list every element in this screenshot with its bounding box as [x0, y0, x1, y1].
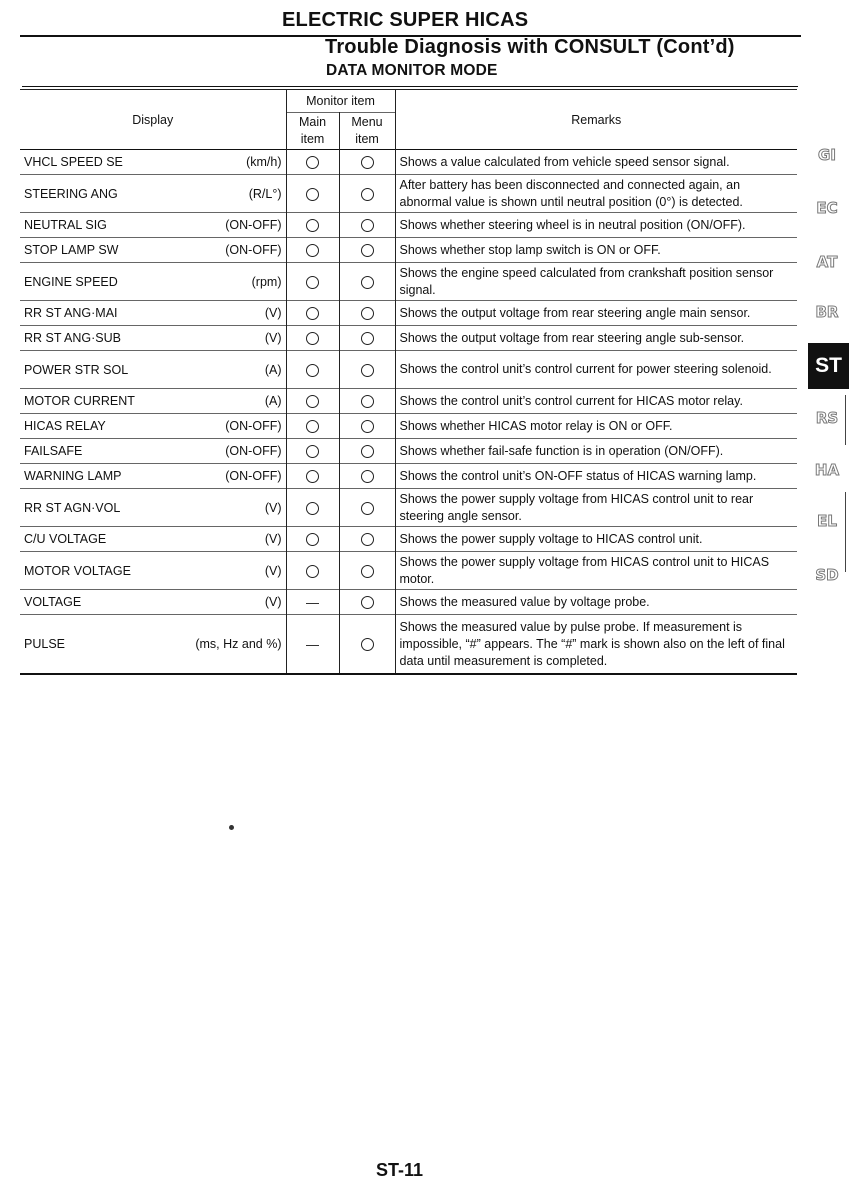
- menu-item-cell: [339, 175, 395, 213]
- section-tabs: [806, 0, 849, 700]
- section-tab-gi[interactable]: GI: [818, 146, 836, 164]
- display-cell: [20, 150, 286, 175]
- display-cell: [20, 615, 286, 675]
- table-row: [20, 326, 797, 351]
- remarks-cell: Shows the output voltage from rear steering angle sub-sensor.: [395, 326, 797, 351]
- table-row: [20, 213, 797, 238]
- main-item-cell: [286, 527, 339, 552]
- circle-mark-icon: [361, 565, 374, 578]
- remarks-cell: Shows the power supply voltage from HICAS control unit to HICAS motor.: [395, 552, 797, 590]
- item-name: VHCL SPEED SE: [24, 155, 123, 169]
- item-unit: (A): [264, 362, 282, 377]
- item-name: POWER STR SOL: [24, 362, 129, 377]
- item-unit: (V): [264, 331, 282, 345]
- main-item-cell: [286, 175, 339, 213]
- display-cell: [20, 489, 286, 527]
- dash-mark: —: [306, 636, 319, 652]
- section-tab-el[interactable]: EL: [817, 512, 837, 530]
- menu-item-cell: [339, 464, 395, 489]
- circle-mark-icon: [361, 332, 374, 345]
- remarks-cell: Shows whether fail-safe function is in operation (ON/OFF).: [395, 439, 797, 464]
- menu-item-cell: [339, 389, 395, 414]
- circle-mark-icon: [361, 470, 374, 483]
- table-row: [20, 389, 797, 414]
- display-cell: [20, 439, 286, 464]
- menu-item-cell: [339, 414, 395, 439]
- main-item-cell: [286, 464, 339, 489]
- item-name: STOP LAMP SW: [24, 243, 119, 257]
- circle-mark-icon: [306, 332, 319, 345]
- table-row: [20, 590, 797, 615]
- section-tab-rs[interactable]: RS: [815, 409, 839, 427]
- item-name: PULSE: [24, 637, 65, 651]
- section-title: Trouble Diagnosis with CONSULT (Cont’d): [325, 36, 735, 58]
- circle-mark-icon: [306, 364, 319, 377]
- circle-mark-icon: [361, 596, 374, 609]
- item-name: C/U VOLTAGE: [24, 532, 107, 546]
- menu-item-cell: [339, 301, 395, 326]
- circle-mark-icon: [361, 420, 374, 433]
- circle-mark-icon: [361, 638, 374, 651]
- display-cell: [20, 326, 286, 351]
- display-cell: [20, 414, 286, 439]
- circle-mark-icon: [306, 502, 319, 515]
- main-item-cell: [286, 150, 339, 175]
- item-unit: (A): [264, 394, 282, 408]
- display-cell: [20, 389, 286, 414]
- display-cell: [20, 527, 286, 552]
- circle-mark-icon: [306, 470, 319, 483]
- item-name: RR ST ANG·MAI: [24, 306, 118, 320]
- item-unit: (ON-OFF): [225, 419, 282, 433]
- table-row: [20, 238, 797, 263]
- circle-mark-icon: [306, 188, 319, 201]
- item-unit: (ON-OFF): [225, 469, 282, 483]
- item-name: MOTOR CURRENT: [24, 394, 135, 408]
- page-number: ST-11: [376, 1160, 424, 1180]
- menu-item-cell: [339, 590, 395, 615]
- display-cell: [20, 351, 286, 389]
- circle-mark-icon: [306, 276, 319, 289]
- column-header-remarks: Remarks: [395, 90, 797, 150]
- item-unit: (rpm): [251, 274, 282, 289]
- remarks-cell: Shows whether stop lamp switch is ON or OFF.: [395, 238, 797, 263]
- item-unit: (R/L°): [248, 186, 282, 201]
- item-unit: (V): [264, 306, 282, 320]
- remarks-cell: Shows the engine speed calculated from crankshaft position sensor signal.: [395, 263, 797, 301]
- item-name: RR ST ANG·SUB: [24, 331, 122, 345]
- circle-mark-icon: [361, 502, 374, 515]
- remarks-cell: Shows whether steering wheel is in neutral position (ON/OFF).: [395, 213, 797, 238]
- main-item-cell: [286, 615, 339, 675]
- remarks-cell: Shows the measured value by voltage probe.: [395, 590, 797, 615]
- circle-mark-icon: [361, 533, 374, 546]
- table-row: [20, 150, 797, 175]
- menu-item-cell: [339, 489, 395, 527]
- circle-mark-icon: [306, 445, 319, 458]
- table-row: [20, 615, 797, 675]
- section-tab-st[interactable]: ST: [808, 343, 849, 389]
- table-row: [20, 351, 797, 389]
- print-speck: [229, 825, 234, 830]
- section-tab-at[interactable]: AT: [816, 253, 838, 271]
- column-header-menu-item: Menu item: [339, 113, 395, 150]
- circle-mark-icon: [361, 219, 374, 232]
- section-tab-br[interactable]: BR: [815, 303, 839, 321]
- circle-mark-icon: [361, 188, 374, 201]
- item-unit: (V): [264, 563, 282, 578]
- section-tab-ec[interactable]: EC: [816, 199, 838, 217]
- item-unit: (ms, Hz and %): [195, 637, 282, 651]
- column-header-display: Display: [20, 90, 286, 150]
- item-unit: (ON-OFF): [225, 218, 282, 232]
- circle-mark-icon: [306, 533, 319, 546]
- circle-mark-icon: [306, 156, 319, 169]
- item-unit: (ON-OFF): [225, 243, 282, 257]
- remarks-cell: Shows the control unit’s ON-OFF status of HICAS warning lamp.: [395, 464, 797, 489]
- subsection-title: DATA MONITOR MODE: [326, 62, 498, 79]
- item-name: HICAS RELAY: [24, 419, 106, 433]
- remarks-cell: Shows whether HICAS motor relay is ON or OFF.: [395, 414, 797, 439]
- circle-mark-icon: [361, 244, 374, 257]
- menu-item-cell: [339, 238, 395, 263]
- remarks-cell: Shows the power supply voltage to HICAS control unit.: [395, 527, 797, 552]
- circle-mark-icon: [306, 565, 319, 578]
- remarks-cell: Shows the output voltage from rear steering angle main sensor.: [395, 301, 797, 326]
- menu-item-cell: [339, 615, 395, 675]
- table-row: [20, 552, 797, 590]
- main-item-cell: [286, 552, 339, 590]
- item-name: MOTOR VOLTAGE: [24, 563, 131, 578]
- circle-mark-icon: [306, 395, 319, 408]
- item-unit: (km/h): [246, 155, 282, 169]
- display-cell: [20, 213, 286, 238]
- table-row: [20, 175, 797, 213]
- item-name: WARNING LAMP: [24, 469, 122, 483]
- circle-mark-icon: [361, 445, 374, 458]
- item-name: STEERING ANG: [24, 186, 118, 201]
- main-item-cell: [286, 489, 339, 527]
- table-row: [20, 263, 797, 301]
- remarks-cell: After battery has been disconnected and connected again, an abnormal value is shown until neutral position (0°) is detected.: [395, 175, 797, 213]
- menu-item-cell: [339, 351, 395, 389]
- item-unit: (V): [264, 500, 282, 515]
- remarks-cell: Shows the control unit’s control current for HICAS motor relay.: [395, 389, 797, 414]
- item-name: RR ST AGN·VOL: [24, 500, 121, 515]
- main-item-cell: [286, 213, 339, 238]
- main-item-cell: [286, 351, 339, 389]
- table-row: [20, 301, 797, 326]
- item-unit: (V): [264, 595, 282, 609]
- section-tab-ha[interactable]: HA: [814, 461, 840, 479]
- page-edge-line: [845, 492, 846, 572]
- dash-mark: —: [306, 594, 319, 610]
- data-monitor-table: [20, 89, 797, 675]
- menu-item-cell: [339, 213, 395, 238]
- display-cell: [20, 175, 286, 213]
- item-name: NEUTRAL SIG: [24, 218, 107, 232]
- item-name: ENGINE SPEED: [24, 274, 118, 289]
- main-item-cell: [286, 301, 339, 326]
- main-item-cell: [286, 389, 339, 414]
- column-header-main-item: Main item: [286, 113, 339, 150]
- table-row: [20, 464, 797, 489]
- menu-item-cell: [339, 263, 395, 301]
- circle-mark-icon: [361, 364, 374, 377]
- section-tab-sd[interactable]: SD: [815, 566, 839, 584]
- table-row: [20, 527, 797, 552]
- item-unit: (ON-OFF): [225, 444, 282, 458]
- column-header-monitor-item: Monitor item: [286, 90, 395, 113]
- menu-item-cell: [339, 552, 395, 590]
- item-name: FAILSAFE: [24, 444, 83, 458]
- display-cell: [20, 464, 286, 489]
- menu-item-cell: [339, 326, 395, 351]
- main-item-cell: [286, 263, 339, 301]
- circle-mark-icon: [361, 276, 374, 289]
- main-item-cell: [286, 414, 339, 439]
- circle-mark-icon: [306, 420, 319, 433]
- circle-mark-icon: [306, 219, 319, 232]
- menu-item-cell: [339, 527, 395, 552]
- main-item-cell: [286, 326, 339, 351]
- display-cell: [20, 552, 286, 590]
- item-unit: (V): [264, 532, 282, 546]
- remarks-cell: Shows the power supply voltage from HICAS control unit to rear steering angle sensor.: [395, 489, 797, 527]
- table-row: [20, 414, 797, 439]
- main-item-cell: [286, 238, 339, 263]
- item-name: VOLTAGE: [24, 595, 82, 609]
- circle-mark-icon: [361, 395, 374, 408]
- table-row: [20, 439, 797, 464]
- table-row: [20, 489, 797, 527]
- display-cell: [20, 301, 286, 326]
- remarks-cell: Shows the control unit’s control current for power steering solenoid.: [395, 351, 797, 389]
- main-item-cell: [286, 590, 339, 615]
- circle-mark-icon: [361, 156, 374, 169]
- display-cell: [20, 590, 286, 615]
- remarks-cell: Shows a value calculated from vehicle speed sensor signal.: [395, 150, 797, 175]
- main-item-cell: [286, 439, 339, 464]
- page-header: ELECTRIC SUPER HICAS: [282, 9, 529, 31]
- subsection-rule: [22, 86, 798, 87]
- display-cell: [20, 238, 286, 263]
- menu-item-cell: [339, 439, 395, 464]
- circle-mark-icon: [361, 307, 374, 320]
- circle-mark-icon: [306, 307, 319, 320]
- remarks-cell: Shows the measured value by pulse probe. If measurement is impossible, “#” appears. The “#” mark is shown also on the left of final data until measurement is completed.: [395, 615, 797, 675]
- menu-item-cell: [339, 150, 395, 175]
- circle-mark-icon: [306, 244, 319, 257]
- page-edge-line: [845, 395, 846, 445]
- display-cell: [20, 263, 286, 301]
